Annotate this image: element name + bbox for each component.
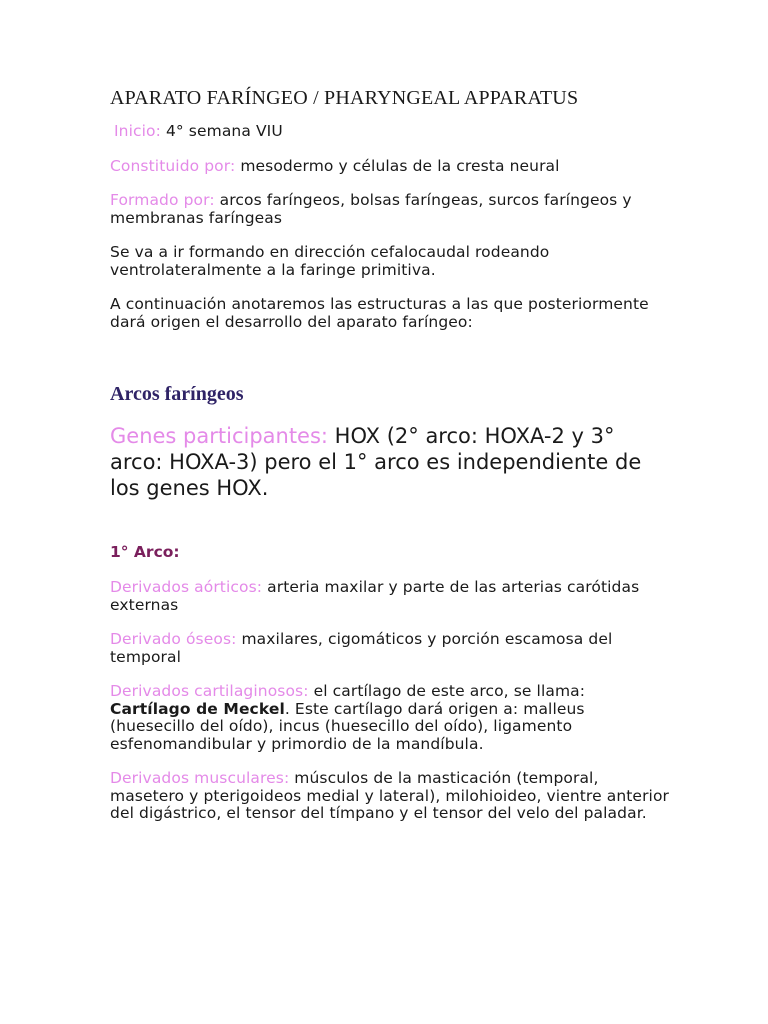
aorticos-paragraph <box>110 579 670 614</box>
musculares-text: músculos de la masticación (temporal, masetero y pterigoideos medial y lateral), milohioideo, vientre anterior del digástrico, el tensor del tímpano y el tensor del velo del paladar. <box>110 769 670 822</box>
section-title-arcos: Arcos faríngeos <box>110 383 244 405</box>
constituido-paragraph <box>110 158 670 176</box>
constituido-text: mesodermo y células de la cresta neural <box>235 156 560 175</box>
inicio-label: Inicio: <box>114 122 161 140</box>
inicio-text: 4° semana VIU <box>160 122 283 140</box>
continuacion-paragraph: A continuación anotaremos las estructuras a las que posteriormente dará origen el desarrollo del aparato faríngeo: <box>110 295 649 331</box>
genes-text: HOX (2° arco: HOXA-2 y 3° arco: HOXA-3) pero el 1° arco es independiente de los genes HOX. <box>110 424 642 500</box>
document-page <box>110 86 670 840</box>
cartilaginosos-paragraph <box>110 683 670 753</box>
formado-label: Formado por: <box>110 191 215 209</box>
oseos-text: maxilares, cigomáticos y porción escamosa del temporal <box>110 630 613 666</box>
cartilaginosos-label: Derivados cartilaginosos: <box>110 682 309 700</box>
oseos-paragraph <box>110 631 670 666</box>
formado-text: arcos faríngeos, bolsas faríngeas, surcos faríngeos y membranas faríngeas <box>110 191 632 227</box>
formado-paragraph <box>110 192 670 227</box>
genes-paragraph <box>110 423 670 501</box>
inicio-paragraph <box>114 123 670 141</box>
genes-label: Genes participantes: <box>110 424 328 448</box>
aorticos-label: Derivados aórticos: <box>110 578 263 596</box>
musculares-paragraph <box>110 770 670 823</box>
constituido-label: Constituido por: <box>110 156 236 175</box>
document-title: APARATO FARÍNGEO / PHARYNGEAL APPARATUS <box>110 87 579 109</box>
desarrollo-paragraph: Se va a ir formando en dirección cefalocaudal rodeando ventrolateralmente a la faringe primitiva. <box>110 243 550 279</box>
oseos-label: Derivado óseos: <box>110 630 237 648</box>
cartilaginosos-text-after: . Este cartílago dará origen a: malleus (huesecillo del oído), incus (huesecillo del oído), ligamento esfenomandibular y primordio de la mandíbula. <box>110 699 585 753</box>
cartilaginosos-text-before: el cartílago de este arco, se llama: <box>308 682 586 700</box>
subsection-title-arco1: 1° Arco: <box>110 543 180 561</box>
aorticos-text: arteria maxilar y parte de las arterias carótidas externas <box>110 578 640 614</box>
musculares-label: Derivados musculares: <box>110 769 290 787</box>
meckel-bold: Cartílago de Meckel <box>110 699 285 718</box>
